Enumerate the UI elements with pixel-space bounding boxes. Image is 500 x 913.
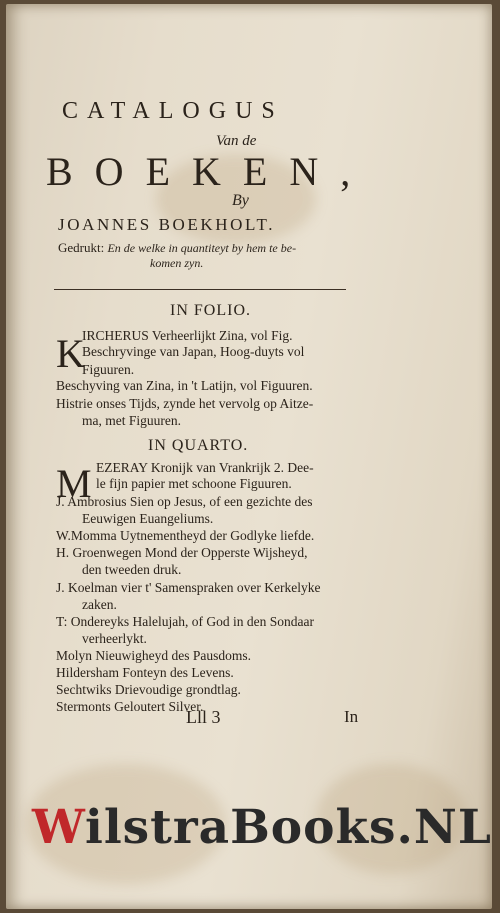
list-item: Eeuwigen Euangeliums. — [82, 511, 214, 526]
list-item: J. Koelman vier t' Samenspraken over Kerkelyke — [56, 580, 321, 595]
watermark-rest: ilstraBooks.NL — [84, 800, 492, 855]
divider-rule — [54, 289, 346, 290]
title-boeken: BOEKEN, — [46, 149, 373, 194]
list-item: T: Ondereyks Halelujah, of God in den Sondaar — [56, 614, 315, 629]
list-item: ma, met Figuuren. — [82, 413, 181, 428]
list-item: IRCHERUS Verheerlijkt Zina, vol Fig. — [82, 328, 293, 343]
section-heading-quarto: IN QUARTO. — [148, 437, 249, 454]
list-item: Molyn Nieuwigheyd des Pausdoms. — [56, 648, 251, 663]
list-item: W.Momma Uytnementheyd der Godlyke liefde. — [56, 528, 315, 543]
list-item: verheerlykt. — [82, 631, 147, 646]
list-item: den tweeden druk. — [82, 562, 182, 577]
section-heading-folio: IN FOLIO. — [170, 302, 251, 319]
title-by: By — [232, 192, 249, 209]
dropcap-m: M — [56, 461, 92, 506]
imprint-text-2: komen zyn. — [150, 256, 204, 270]
imprint-line — [58, 240, 296, 256]
catchword: In — [344, 707, 359, 726]
list-item: zaken. — [82, 597, 117, 612]
watermark-logo — [32, 800, 492, 855]
list-item: H. Groenwegen Mond der Opperste Wijsheyd, — [56, 545, 308, 560]
list-item: Histrie onses Tijds, zynde het vervolg op Aitze- — [56, 396, 314, 411]
list-item: le fijn papier met schoone Figuuren. — [96, 476, 292, 491]
list-item: Figuuren. — [82, 362, 135, 377]
watermark-first-letter: W — [32, 800, 85, 855]
imprint-label: Gedrukt: — [58, 240, 105, 255]
signature-mark: Lll 3 — [186, 707, 221, 727]
dropcap-k: K — [56, 331, 85, 376]
list-item: Stermonts Geloutert Silver. — [56, 699, 204, 714]
list-item: Hildersham Fonteyn des Levens. — [56, 665, 234, 680]
publisher-name: JOANNES BOEKHOLT. — [58, 215, 276, 234]
list-item: Beschyving van Zina, in 't Latijn, vol Figuuren. — [56, 378, 313, 393]
imprint-text: En de welke in quantiteyt by hem te be- — [107, 241, 297, 255]
title-van-de: Van de — [216, 133, 257, 149]
list-item: Sechtwiks Drievoudige grondtlag. — [56, 682, 241, 697]
list-item: J. Ambrosius Sien op Jesus, of een gezichte des — [56, 494, 313, 509]
list-item: Beschryvinge van Japan, Hoog-duyts vol — [82, 344, 305, 359]
title-catalogus: CATALOGUS — [62, 98, 284, 124]
list-item: EZERAY Kronijk van Vrankrijk 2. Dee- — [96, 460, 314, 475]
